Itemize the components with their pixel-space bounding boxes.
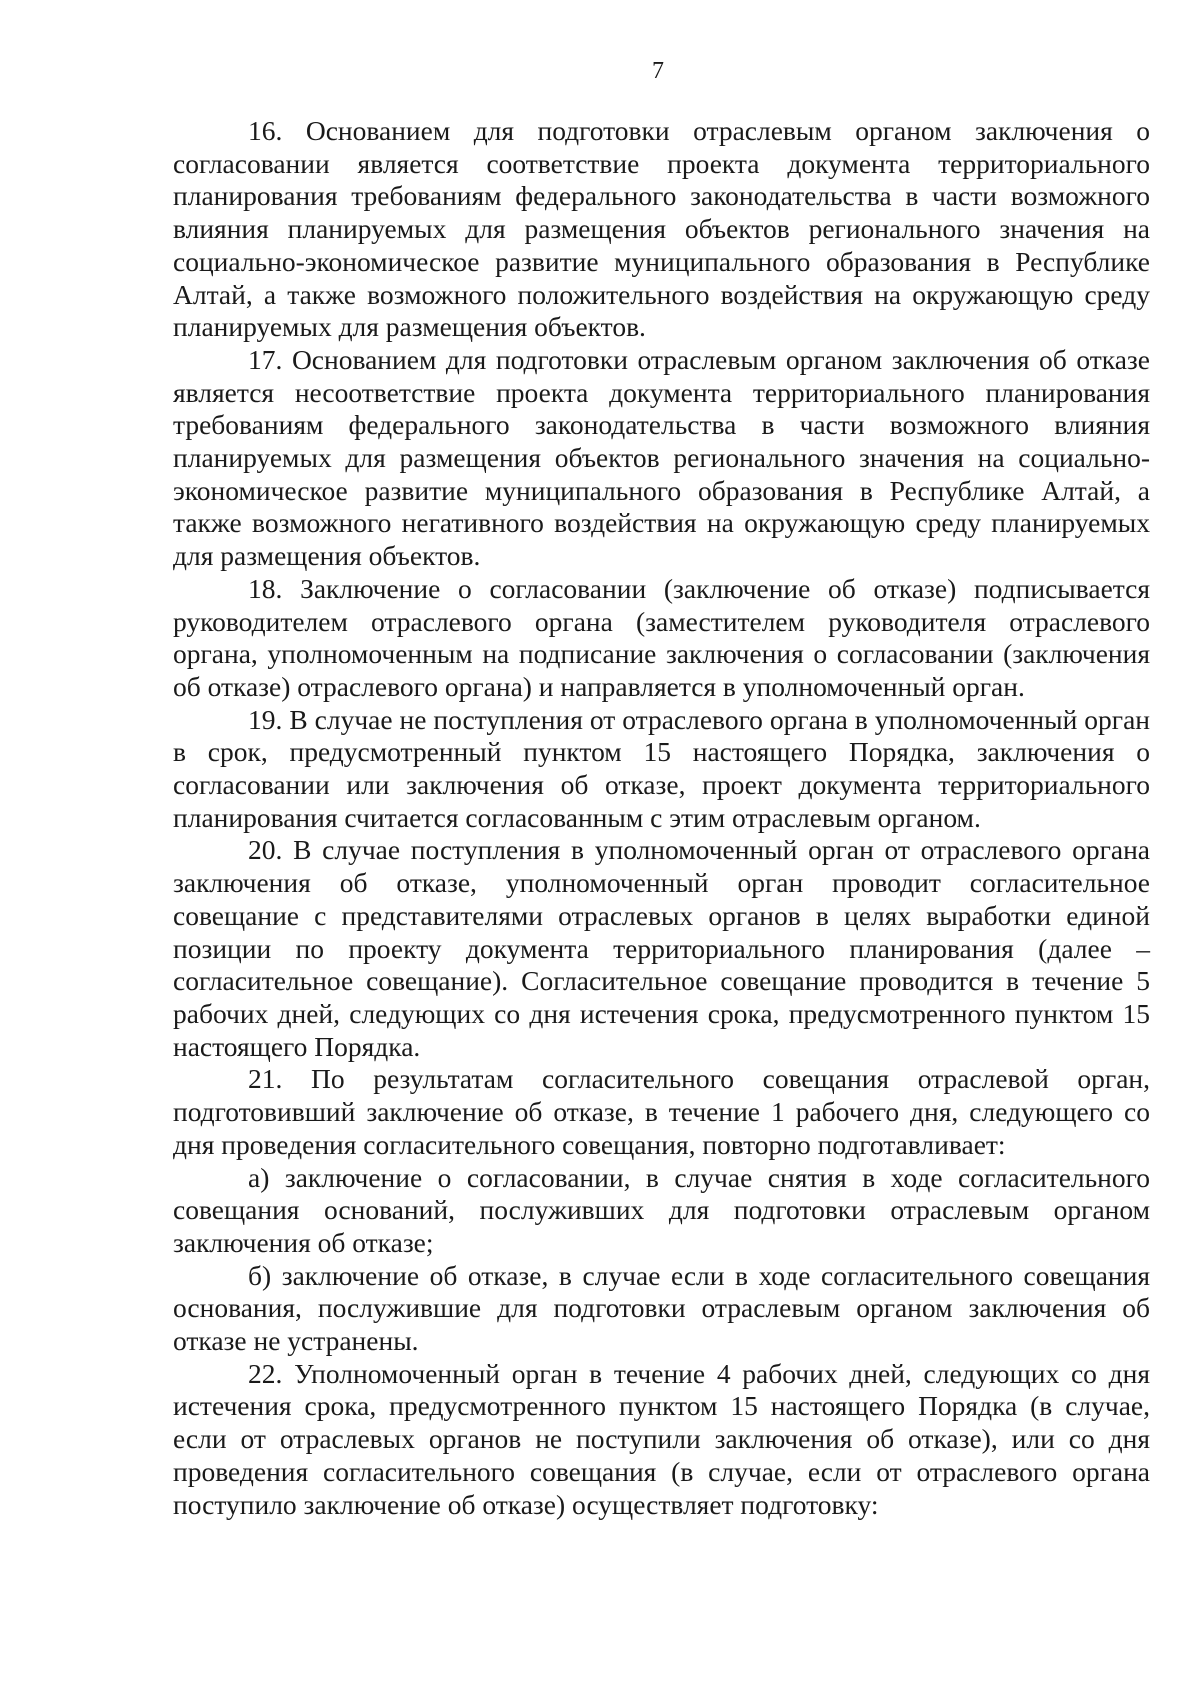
- page-number: 7: [652, 58, 664, 84]
- paragraph-21: 21. По результатам согласительного совещания отраслевой орган, подготовивший заключение об отказе, в течение 1 рабочего дня, следующего со дня проведения согласительного совещания, повторно подготавливает:: [173, 1063, 1150, 1160]
- paragraph-21-a: а) заключение о согласовании, в случае снятия в ходе согласительного совещания оснований, послуживших для подготовки отраслевым органом заключения об отказе;: [173, 1161, 1150, 1258]
- paragraph-20: 20. В случае поступления в уполномоченный орган от отраслевого органа заключения об отказе, уполномоченный орган проводит согласительное совещание с представителями отраслевых органов в целях выработки единой позиции по проекту документа территориального планирования (далее – согласительное совещание). Согласительное совещание проводится в течение 5 рабочих дней, следующих со дня истечения срока, предусмотренного пунктом 15 настоящего Порядка.: [173, 834, 1150, 1062]
- paragraph-18: 18. Заключение о согласовании (заключение об отказе) подписывается руководителем отраслевого органа (заместителем руководителя отраслевого органа, уполномоченным на подписание заключения о согласовании (заключения об отказе) отраслевого органа) и направляется в уполномоченный орган.: [173, 572, 1150, 702]
- document-body: [173, 115, 1150, 1521]
- paragraph-21-b: б) заключение об отказе, в случае если в ходе согласительного совещания основания, послужившие для подготовки отраслевым органом заключения об отказе не устранены.: [173, 1259, 1150, 1357]
- paragraph-22: 22. Уполномоченный орган в течение 4 рабочих дней, следующих со дня истечения срока, предусмотренного пунктом 15 настоящего Порядка (в случае, если от отраслевых органов не поступили заключения об отказе), или со дня проведения согласительного совещания (в случае, если от отраслевого органа поступило заключение об отказе) осуществляет подготовку:: [173, 1357, 1150, 1520]
- paragraph-16: 16. Основанием для подготовки отраслевым органом заключения о согласовании является соответствие проекта документа территориального планирования требованиям федерального законодательства в части возможного влияния планируемых для размещения объектов регионального значения на социально-экономическое развитие муниципального образования в Республике Алтай, а также возможного положительного воздействия на окружающую среду планируемых для размещения объектов.: [173, 115, 1150, 343]
- paragraph-17: 17. Основанием для подготовки отраслевым органом заключения об отказе является несоответствие проекта документа территориального планирования требованиям федерального законодательства в части возможного влияния планируемых для размещения объектов регионального значения на социально-экономическое развитие муниципального образования в Республике Алтай, а также возможного негативного воздействия на окружающую среду планируемых для размещения объектов.: [173, 343, 1150, 572]
- paragraph-19: 19. В случае не поступления от отраслевого органа в уполномоченный орган в срок, предусмотренный пунктом 15 настоящего Порядка, заключения о согласовании или заключения об отказе, проект документа территориального планирования считается согласованным с этим отраслевым органом.: [173, 703, 1150, 833]
